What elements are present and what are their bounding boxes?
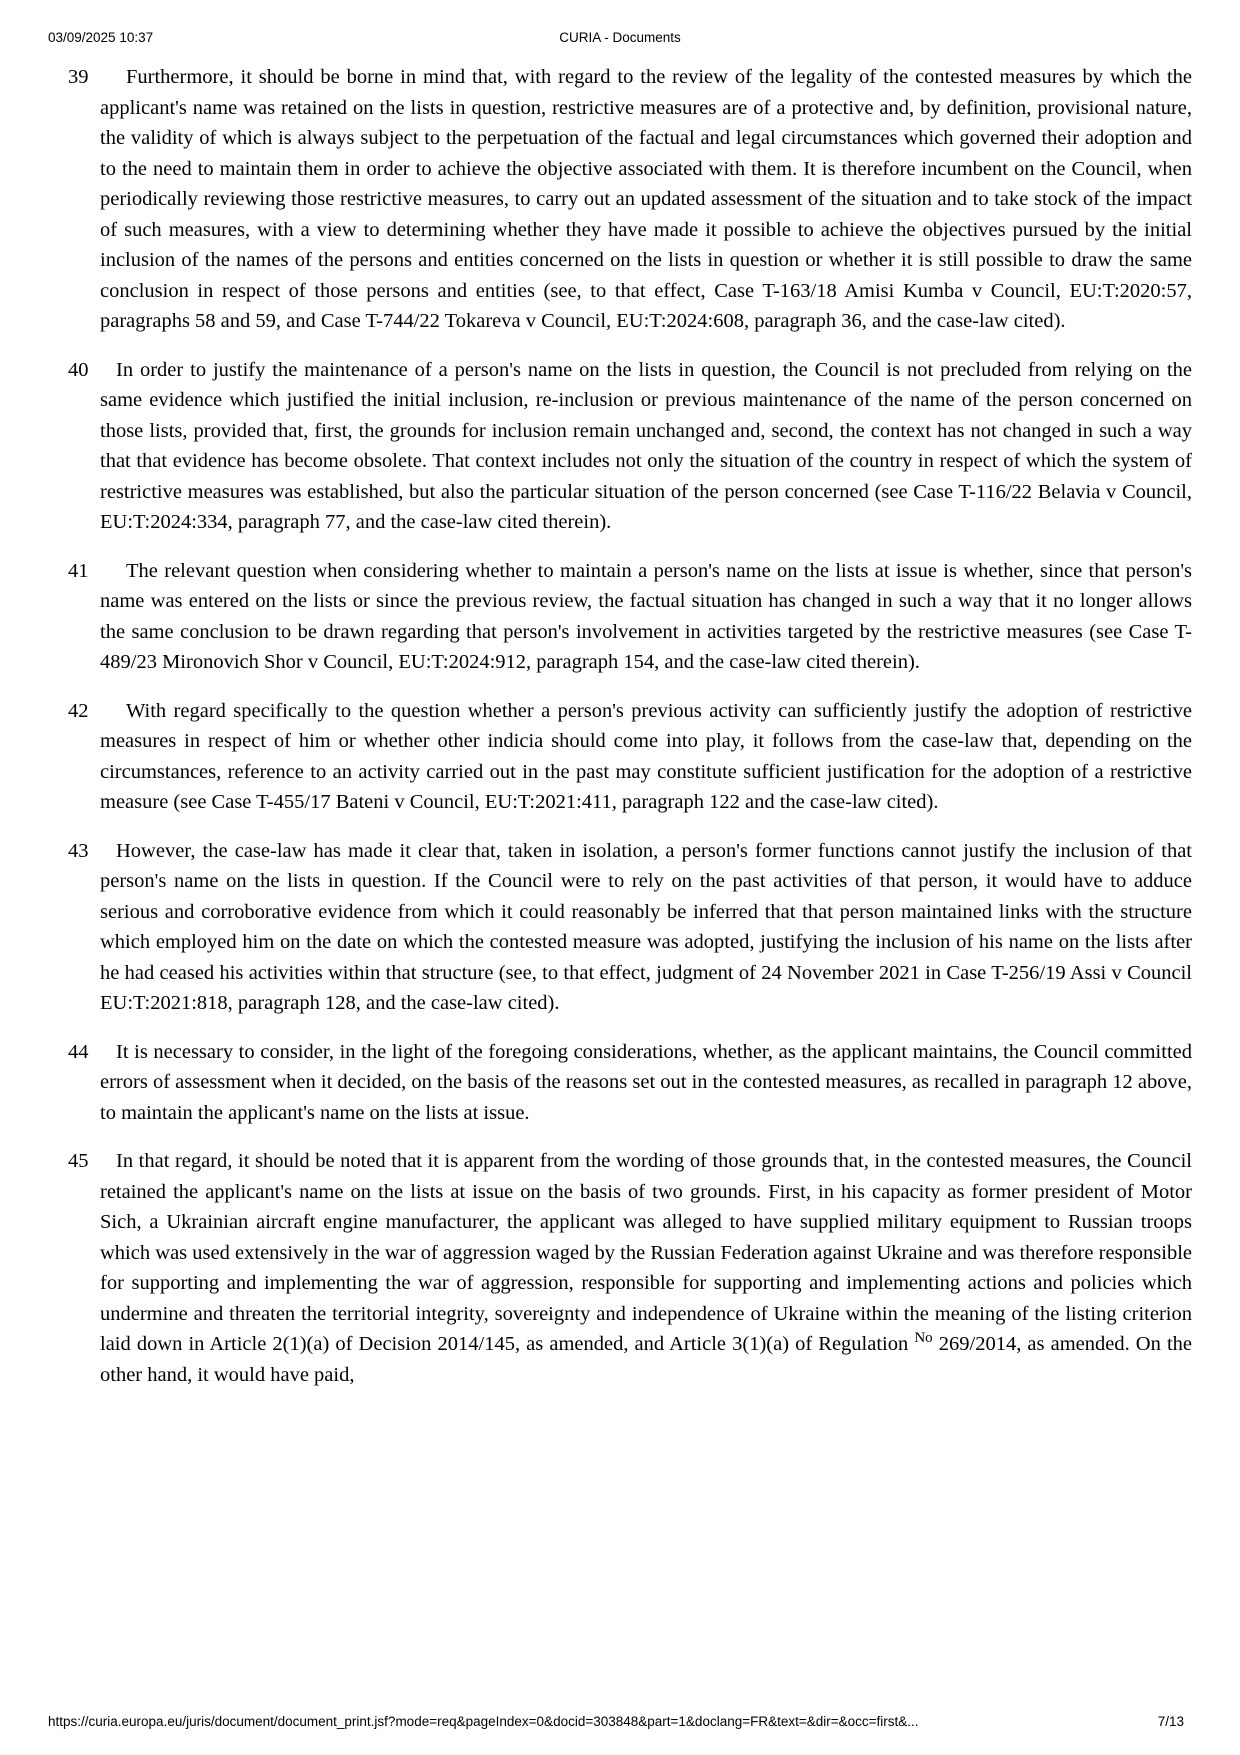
footer-url: https://curia.europa.eu/juris/document/document_print.jsf?mode=req&pageIndex=0&docid=303848&part=1&doclang=FR&text=&dir=&occ=first&...	[48, 1714, 919, 1729]
paragraph-45	[48, 1146, 1192, 1390]
paragraph-text	[100, 1146, 1192, 1390]
page-header	[48, 30, 1192, 50]
paragraph-number: 41	[68, 559, 89, 582]
paragraph-text: However, the case-law has made it clear that, taken in isolation, a person's former functions cannot justify the inclusion of that person's name on the lists in question. If the Council were to rely on the past activities of that person, it would have to adduce serious and corroborative evidence from which it could reasonably be inferred that that person maintained links with the structure which employed him on the date on which the contested measure was adopted, justifying the inclusion of his name on the lists after he had ceased his activities within that structure (see, to that effect, judgment of 24 November 2021 in Case T-256/19 Assi v Council EU:T:2021:818, paragraph 128, and the case-law cited).	[100, 839, 1192, 1014]
paragraph-42	[48, 696, 1192, 818]
paragraph-40	[48, 355, 1192, 538]
paragraph-44	[48, 1037, 1192, 1129]
document-body	[48, 62, 1192, 1390]
paragraph-text-after-note: 269/2014, as amended. On the other hand, it would have paid,	[100, 1333, 1192, 1386]
paragraph-39	[48, 62, 1192, 337]
paragraph-text: With regard specifically to the question whether a person's previous activity can sufficiently justify the adoption of restrictive measures in respect of him or whether other indicia should come into play, it follows from the case-law that, depending on the circumstances, reference to an activity carried out in the past may constitute sufficient justification for the adoption of a restrictive measure (see Case T-455/17 Bateni v Council, EU:T:2021:411, paragraph 122 and the case-law cited).	[100, 699, 1192, 813]
header-title: CURIA - Documents	[559, 30, 681, 45]
paragraph-43	[48, 836, 1192, 1019]
paragraph-text: It is necessary to consider, in the light of the foregoing considerations, whether, as the applicant maintains, the Council committed errors of assessment when it decided, on the basis of the reasons set out in the contested measures, as recalled in paragraph 12 above, to maintain the applicant's name on the lists at issue.	[100, 1040, 1192, 1124]
paragraph-41	[48, 556, 1192, 678]
paragraph-number: 42	[68, 699, 89, 722]
paragraph-number: 39	[68, 66, 89, 88]
paragraph-number: 45	[68, 1150, 89, 1172]
paragraph-number: 43	[68, 839, 89, 862]
paragraph-number: 44	[68, 1040, 89, 1063]
paragraph-text: In order to justify the maintenance of a person's name on the lists in question, the Council is not precluded from relying on the same evidence which justified the initial inclusion, re-inclusion or previous maintenance of the name of the person concerned on those lists, provided that, first, the grounds for inclusion remain unchanged and, second, the context has not changed in such a way that that evidence has become obsolete. That context includes not only the situation of the country in respect of which the system of restrictive measures was established, but also the particular situation of the person concerned (see Case T-116/22 Belavia v Council, EU:T:2024:334, paragraph 77, and the case-law cited therein).	[100, 358, 1192, 533]
paragraph-text: The relevant question when considering whether to maintain a person's name on the lists at issue is whether, since that person's name was entered on the lists or since the previous review, the factual situation has changed in such a way that it no longer allows the same conclusion to be drawn regarding that person's involvement in activities targeted by the restrictive measures (see Case T-489/23 Mironovich Shor v Council, EU:T:2024:912, paragraph 154, and the case-law cited therein).	[100, 559, 1192, 673]
footnote-marker: No	[914, 1330, 933, 1347]
footer-page-number: 7/13	[1157, 1714, 1184, 1729]
header-timestamp: 03/09/2025 10:37	[48, 30, 154, 45]
paragraph-number: 40	[68, 358, 89, 381]
page-footer	[48, 1714, 1192, 1729]
paragraph-text: Furthermore, it should be borne in mind that, with regard to the review of the legality of the contested measures by which the applicant's name was retained on the lists in question, restrictive measures are of a protective and, by definition, provisional nature, the validity of which is always subject to the perpetuation of the factual and legal circumstances which governed their adoption and to the need to maintain them in order to achieve the objective associated with them. It is therefore incumbent on the Council, when periodically reviewing those restrictive measures, to carry out an updated assessment of the situation and to take stock of the impact of such measures, with a view to determining whether they have made it possible to achieve the objectives pursued by the initial inclusion of the names of the persons and entities concerned on the lists in question or whether it is still possible to draw the same conclusion in respect of those persons and entities (see, to that effect, Case T-163/18 Amisi Kumba v Council, EU:T:2020:57, paragraphs 58 and 59, and Case T-744/22 Tokareva v Council, EU:T:2024:608, paragraph 36, and the case-law cited).	[100, 66, 1192, 332]
paragraph-text-before-note: In that regard, it should be noted that it is apparent from the wording of those grounds that, in the contested measures, the Council retained the applicant's name on the lists at issue on the basis of two grounds. First, in his capacity as former president of Motor Sich, a Ukrainian aircraft engine manufacturer, the applicant was alleged to have supplied military equipment to Russian troops which was used extensively in the war of aggression waged by the Russian Federation against Ukraine and was therefore responsible for supporting and implementing the war of aggression, responsible for supporting and implementing actions and policies which undermine and threaten the territorial integrity, sovereignty and independence of Ukraine within the meaning of the listing criterion laid down in Article 2(1)(a) of Decision 2014/145, as amended, and Article 3(1)(a) of Regulation	[100, 1150, 1192, 1355]
